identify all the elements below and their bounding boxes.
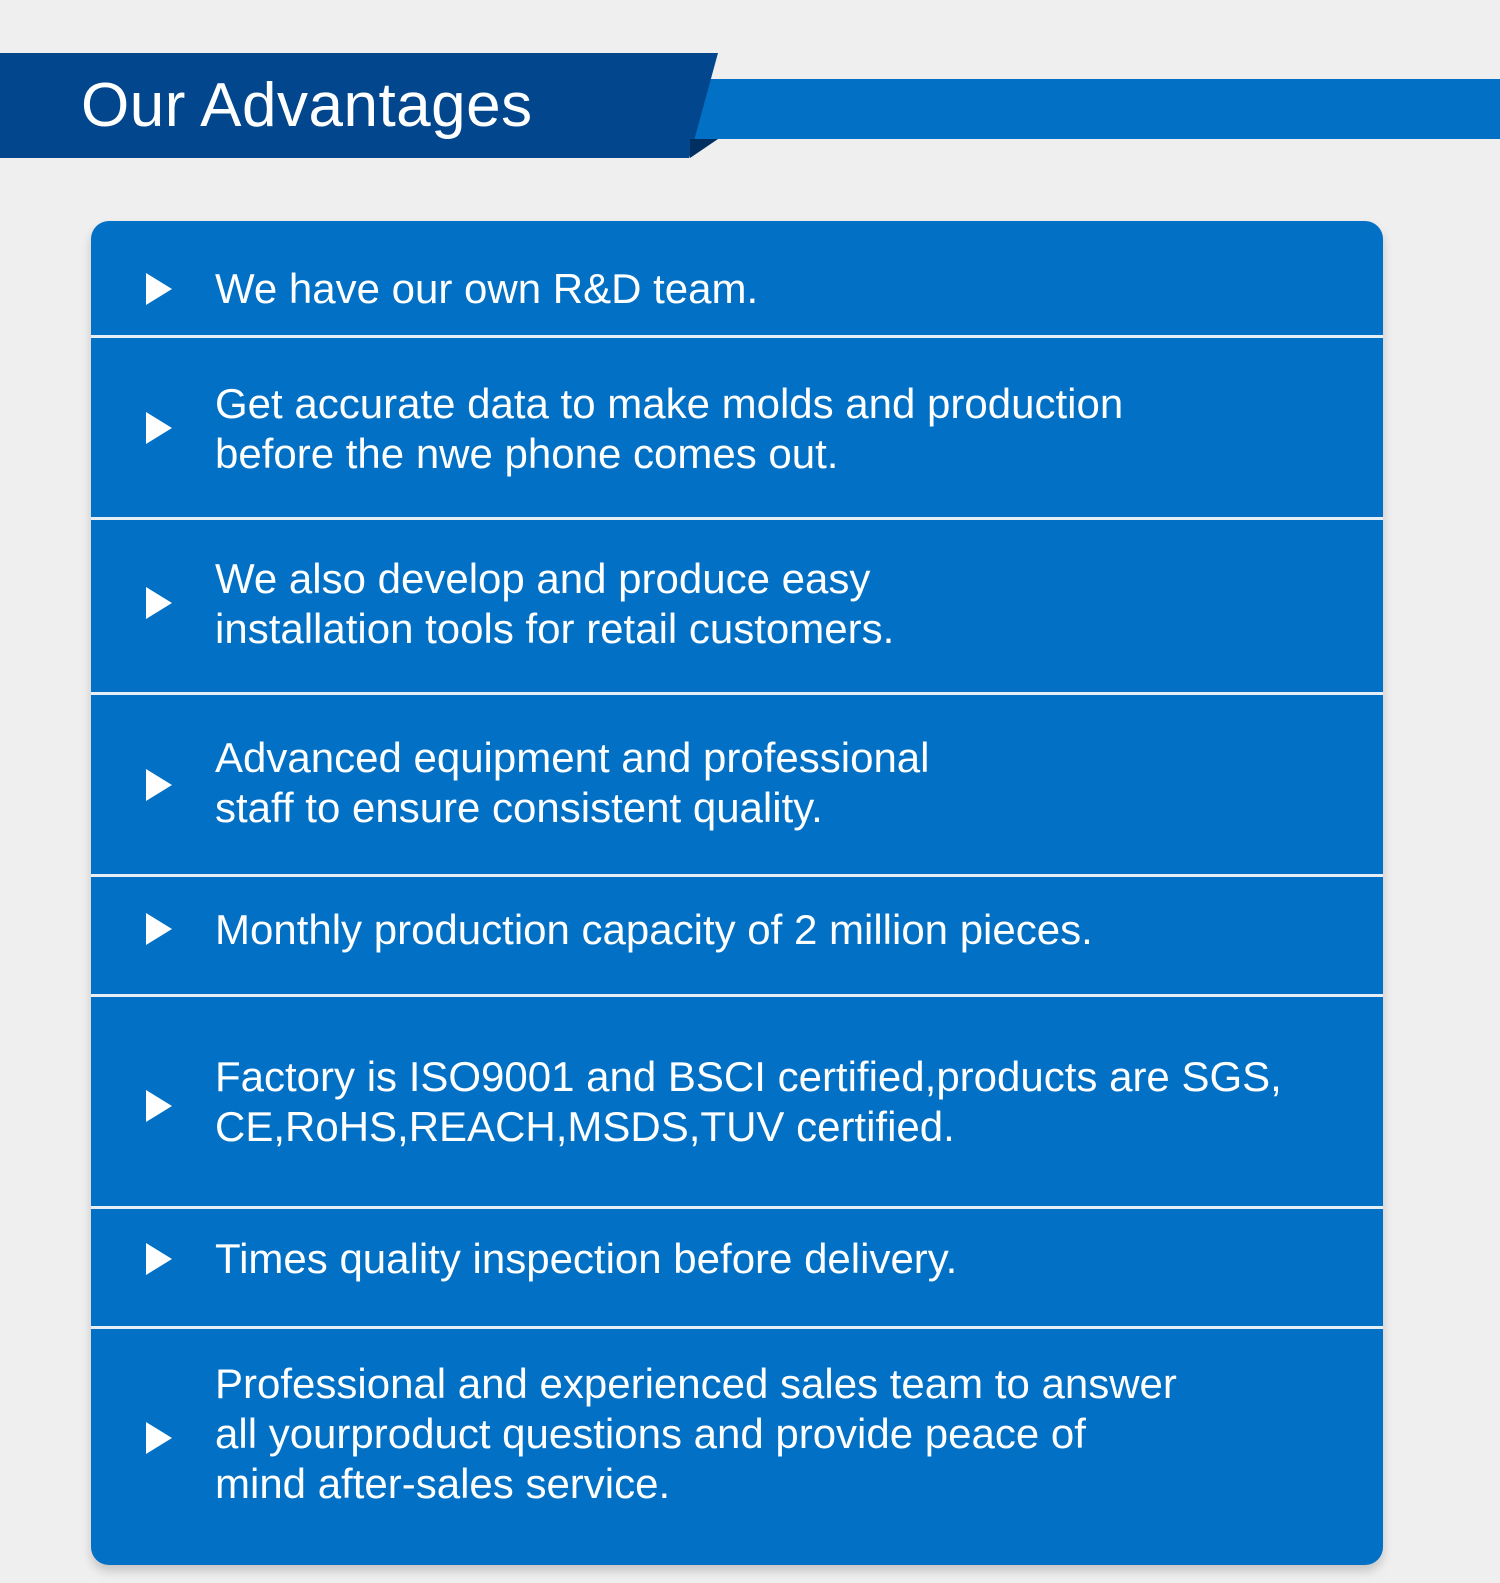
row-divider bbox=[91, 994, 1383, 997]
row-divider bbox=[91, 1206, 1383, 1209]
banner-accent-stripe bbox=[690, 79, 1500, 139]
row-divider bbox=[91, 335, 1383, 338]
advantage-text: Factory is ISO9001 and BSCI certified,products are SGS, CE,RoHS,REACH,MSDS,TUV certified. bbox=[215, 1053, 1282, 1150]
advantage-text: We also develop and produce easy installation tools for retail customers. bbox=[215, 555, 895, 652]
advantage-text: Professional and experienced sales team to answer all yourproduct questions and provide peace of mind after-sales service. bbox=[215, 1360, 1177, 1507]
advantage-text: Advanced equipment and professional staff to ensure consistent quality. bbox=[215, 734, 930, 831]
play-arrow-icon bbox=[146, 1090, 172, 1122]
banner-fold-shadow bbox=[690, 139, 718, 158]
advantage-text: Monthly production capacity of 2 million pieces. bbox=[215, 906, 1093, 953]
page-title: Our Advantages bbox=[81, 71, 533, 140]
play-arrow-icon bbox=[146, 587, 172, 619]
advantage-text: We have our own R&D team. bbox=[215, 265, 759, 312]
row-divider bbox=[91, 874, 1383, 877]
header-banner bbox=[0, 0, 1500, 170]
row-divider bbox=[91, 1326, 1383, 1329]
play-arrow-icon bbox=[146, 769, 172, 801]
advantage-text: Times quality inspection before delivery. bbox=[215, 1235, 958, 1282]
advantage-text: Get accurate data to make molds and production before the nwe phone comes out. bbox=[215, 380, 1124, 477]
play-arrow-icon bbox=[146, 1243, 172, 1275]
advantages-card bbox=[91, 221, 1383, 1565]
play-arrow-icon bbox=[146, 273, 172, 305]
play-arrow-icon bbox=[146, 412, 172, 444]
row-divider bbox=[91, 517, 1383, 520]
play-arrow-icon bbox=[146, 913, 172, 945]
row-divider bbox=[91, 692, 1383, 695]
play-arrow-icon bbox=[146, 1422, 172, 1454]
